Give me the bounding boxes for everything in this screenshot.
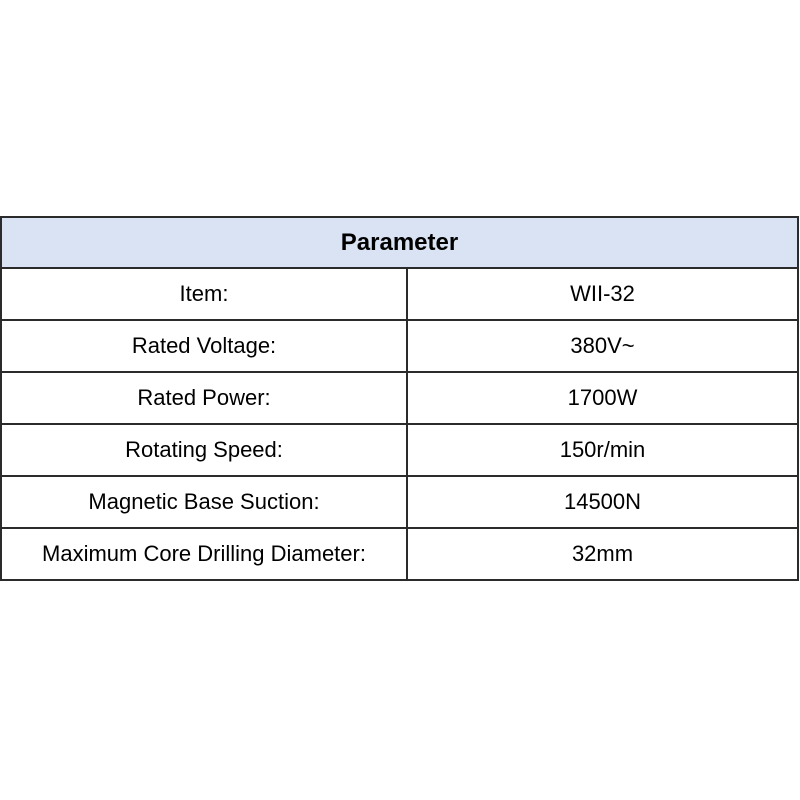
table-row bbox=[1, 528, 798, 580]
table-row bbox=[1, 424, 798, 476]
row-value: 380V~ bbox=[407, 320, 798, 372]
row-label: Rated Power: bbox=[1, 372, 407, 424]
parameter-table bbox=[0, 216, 799, 581]
row-label: Item: bbox=[1, 268, 407, 320]
row-label: Rotating Speed: bbox=[1, 424, 407, 476]
row-value: 14500N bbox=[407, 476, 798, 528]
row-value: 150r/min bbox=[407, 424, 798, 476]
table-row bbox=[1, 268, 798, 320]
table-row bbox=[1, 476, 798, 528]
row-label: Magnetic Base Suction: bbox=[1, 476, 407, 528]
table-row bbox=[1, 372, 798, 424]
row-label: Rated Voltage: bbox=[1, 320, 407, 372]
row-value: 1700W bbox=[407, 372, 798, 424]
row-value: 32mm bbox=[407, 528, 798, 580]
table-header-row bbox=[1, 217, 798, 268]
table-header: Parameter bbox=[1, 217, 798, 268]
table-row bbox=[1, 320, 798, 372]
row-value: WII-32 bbox=[407, 268, 798, 320]
row-label: Maximum Core Drilling Diameter: bbox=[1, 528, 407, 580]
